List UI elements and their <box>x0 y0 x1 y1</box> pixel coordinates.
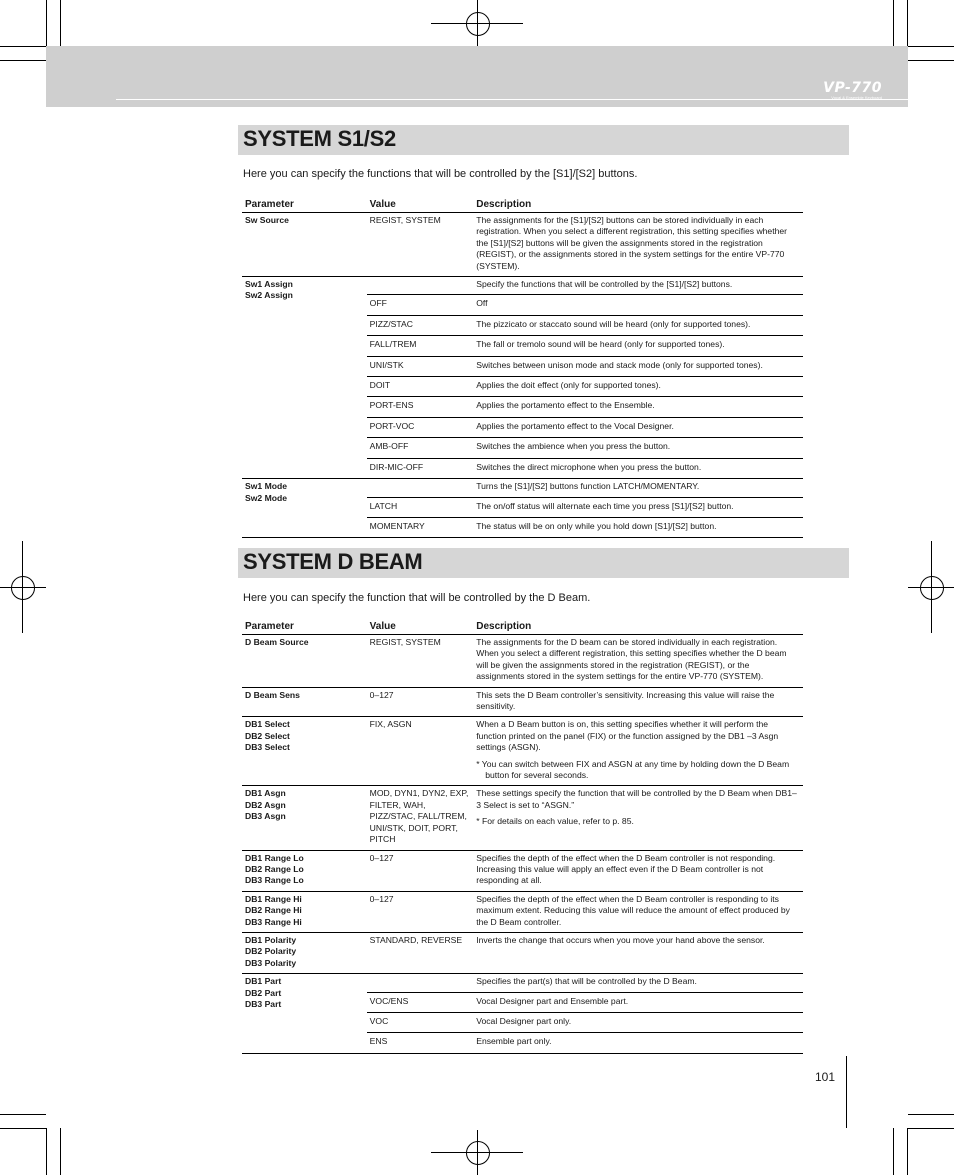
parameter-value: REGIST, SYSTEM <box>367 213 474 277</box>
crop-mark <box>46 0 47 46</box>
parameter-value <box>367 277 474 295</box>
parameter-description <box>473 850 803 891</box>
description-text: Specifies the part(s) that will be controlled by the D Beam. <box>476 976 697 987</box>
parameter-description <box>473 687 803 717</box>
parameter-description <box>473 974 803 992</box>
table-row <box>242 479 803 497</box>
option-description: Off <box>473 295 803 315</box>
product-logo-subtitle: Vocal & Ensemble Keyboard <box>831 95 882 100</box>
crop-mark <box>0 1114 46 1115</box>
parameter-value: 0–127 <box>367 850 474 891</box>
section-title: SYSTEM D BEAM <box>243 549 423 574</box>
parameter-name: DB1 Part DB2 Part DB3 Part <box>242 974 367 1054</box>
table-header-row <box>242 198 803 213</box>
option-description: The pizzicato or staccato sound will be heard (only for supported tones). <box>473 315 803 335</box>
column-header-description: Description <box>473 620 803 635</box>
option-description: Vocal Designer part only. <box>473 1012 803 1032</box>
option-description: Switches between unison mode and stack mode (only for supported tones). <box>473 356 803 376</box>
crop-mark <box>908 1128 954 1129</box>
table-row <box>242 277 803 295</box>
parameter-value: FIX, ASGN <box>367 717 474 786</box>
parameter-name: D Beam Sens <box>242 687 367 717</box>
option-value: DIR-MIC-OFF <box>367 458 474 478</box>
description-text: Turns the [S1]/[S2] buttons function LATCH/MOMENTARY. <box>476 481 700 492</box>
option-value: AMB-OFF <box>367 438 474 458</box>
option-description: Switches the direct microphone when you press the button. <box>473 458 803 478</box>
description-text: Specifies the depth of the effect when the D Beam controller is not responding. Increasing this value will apply an effect even if the D Beam controller is not responding at all. <box>476 852 776 886</box>
parameter-name: DB1 Select DB2 Select DB3 Select <box>242 717 367 786</box>
parameter-name: DB1 Range Lo DB2 Range Lo DB3 Range Lo <box>242 850 367 891</box>
parameter-value: STANDARD, REVERSE <box>367 932 474 973</box>
crop-mark <box>46 1128 47 1175</box>
parameter-name: Sw1 Assign Sw2 Assign <box>242 277 367 479</box>
option-value: PORT-ENS <box>367 397 474 417</box>
parameter-description <box>473 277 803 295</box>
table-row <box>242 213 803 277</box>
option-description: Applies the portamento effect to the Ensemble. <box>473 397 803 417</box>
table-row <box>242 891 803 932</box>
column-header-parameter: Parameter <box>242 198 367 213</box>
crop-mark <box>0 46 46 47</box>
crop-mark <box>907 1128 908 1175</box>
parameter-value <box>367 479 474 497</box>
description-text: Inverts the change that occurs when you move your hand above the sensor. <box>476 934 765 945</box>
table-row <box>242 850 803 891</box>
parameter-name: DB1 Polarity DB2 Polarity DB3 Polarity <box>242 932 367 973</box>
column-header-value: Value <box>367 620 474 635</box>
option-value: DOIT <box>367 377 474 397</box>
description-text: The assignments for the [S1]/[S2] buttons can be stored individually in each registration. When you select a different registration, this setting specifies whether the [S1]/[S2] buttons will be given the assignments stored in the registration (REGIST), or the assignments stored in the system settings for the entire VP-770 (SYSTEM). <box>476 215 788 271</box>
parameter-value: 0–127 <box>367 687 474 717</box>
option-description: The on/off status will alternate each time you press [S1]/[S2] button. <box>473 497 803 517</box>
parameter-name: DB1 Range Hi DB2 Range Hi DB3 Range Hi <box>242 891 367 932</box>
option-description: Applies the portamento effect to the Vocal Designer. <box>473 417 803 437</box>
crop-mark <box>908 1114 954 1115</box>
description-text: The assignments for the D beam can be stored individually in each registration. When you select a different registration, this setting specifies whether the D beam will be given the assignments stored in the registration (REGIST), or the assignments stored in the system settings for the entire VP-770 (SYSTEM). <box>476 637 787 682</box>
column-header-value: Value <box>367 198 474 213</box>
option-description: Switches the ambience when you press the button. <box>473 438 803 458</box>
column-header-description: Description <box>473 198 803 213</box>
section-intro: Here you can specify the functions that will be controlled by the [S1]/[S2] buttons. <box>243 168 638 180</box>
crop-mark <box>60 1128 61 1175</box>
registration-mark <box>11 576 35 600</box>
parameter-description <box>473 891 803 932</box>
crop-mark <box>893 0 894 46</box>
option-description: Applies the doit effect (only for supported tones). <box>473 377 803 397</box>
parameter-table <box>242 198 803 538</box>
option-value: PORT-VOC <box>367 417 474 437</box>
option-value: LATCH <box>367 497 474 517</box>
parameter-value <box>367 974 474 992</box>
header-band <box>46 46 908 107</box>
parameter-name: DB1 Asgn DB2 Asgn DB3 Asgn <box>242 786 367 850</box>
parameter-description <box>473 932 803 973</box>
option-description: The status will be on only while you hold down [S1]/[S2] button. <box>473 517 803 537</box>
description-note: * For details on each value, refer to p. 85. <box>476 816 634 827</box>
option-value: ENS <box>367 1033 474 1053</box>
section-heading-bar <box>238 125 849 155</box>
option-value: FALL/TREM <box>367 336 474 356</box>
registration-mark <box>466 12 490 36</box>
section-intro: Here you can specify the function that will be controlled by the D Beam. <box>243 592 591 604</box>
option-description: The fall or tremolo sound will be heard (only for supported tones). <box>473 336 803 356</box>
section-title: SYSTEM S1/S2 <box>243 126 396 151</box>
description-text: This sets the D Beam controller’s sensitivity. Increasing this value will raise the sensitivity. <box>476 689 775 712</box>
registration-mark <box>920 576 944 600</box>
table-header-row <box>242 620 803 635</box>
table-row <box>242 635 803 688</box>
description-text: Specify the functions that will be controlled by the [S1]/[S2] buttons. <box>476 279 733 290</box>
option-value: MOMENTARY <box>367 517 474 537</box>
parameter-value: REGIST, SYSTEM <box>367 635 474 688</box>
section-heading-bar <box>238 548 849 578</box>
option-description: Ensemble part only. <box>473 1033 803 1053</box>
parameter-description <box>473 479 803 497</box>
header-rule <box>116 99 908 100</box>
parameter-description <box>473 213 803 277</box>
margin-rule <box>846 1056 847 1128</box>
parameter-table <box>242 620 803 1054</box>
crop-mark <box>893 1128 894 1175</box>
option-value: VOC/ENS <box>367 992 474 1012</box>
description-text: When a D Beam button is on, this setting specifies whether it will perform the function printed on the panel (FIX) or the function assigned by the DB1 –3 Asgn settings (ASGN). <box>476 719 779 753</box>
crop-mark <box>0 60 46 61</box>
parameter-name: D Beam Source <box>242 635 367 688</box>
table-row <box>242 687 803 717</box>
option-value: OFF <box>367 295 474 315</box>
crop-mark <box>60 0 61 46</box>
crop-mark <box>908 60 954 61</box>
crop-mark <box>0 1128 46 1129</box>
table-row <box>242 974 803 992</box>
description-text: These settings specify the function that will be controlled by the D Beam when DB1–3 Select is set to “ASGN.” <box>476 788 797 810</box>
description-text: Specifies the depth of the effect when the D Beam controller is responding to its maximum extent. Reducing this value will reduce the amount of effect produced by the D Beam controller. <box>476 893 790 927</box>
column-header-parameter: Parameter <box>242 620 367 635</box>
page-number: 101 <box>815 1070 836 1084</box>
description-note: * You can switch between FIX and ASGN at any time by holding down the D Beam button for several seconds. <box>476 758 790 781</box>
table-row <box>242 932 803 973</box>
parameter-description <box>473 786 803 850</box>
parameter-name: Sw1 Mode Sw2 Mode <box>242 479 367 538</box>
parameter-value: MOD, DYN1, DYN2, EXP, FILTER, WAH, PIZZ/STAC, FALL/TREM, UNI/STK, DOIT, PORT, PITCH <box>367 786 474 850</box>
option-value: VOC <box>367 1012 474 1032</box>
registration-mark <box>466 1141 490 1165</box>
option-value: PIZZ/STAC <box>367 315 474 335</box>
crop-mark <box>908 46 954 47</box>
parameter-value: 0–127 <box>367 891 474 932</box>
product-logo: VP-770 <box>823 80 882 96</box>
parameter-name: Sw Source <box>242 213 367 277</box>
parameter-description <box>473 635 803 688</box>
option-description: Vocal Designer part and Ensemble part. <box>473 992 803 1012</box>
table-row <box>242 786 803 850</box>
option-value: UNI/STK <box>367 356 474 376</box>
crop-mark <box>907 0 908 46</box>
table-row <box>242 717 803 786</box>
parameter-description <box>473 717 803 786</box>
